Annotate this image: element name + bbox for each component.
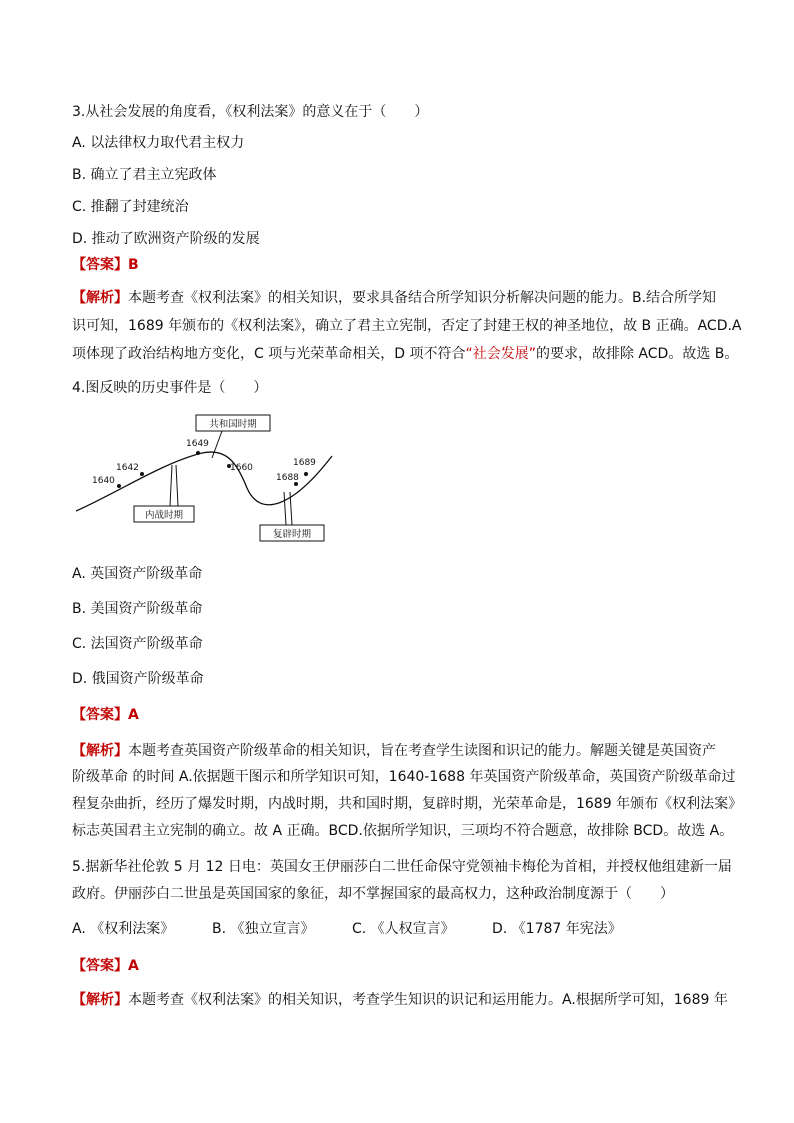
answer-tag: 【答案】: [72, 257, 128, 273]
q4-option-c: C. 法国资产阶级革命: [72, 636, 203, 652]
q4-analysis-line-4: 标志英国君主立宪制的确立。故 A 正确。BCD.依据所学知识，三项均不符合题意，故排除 BCD。故选 A。: [72, 823, 734, 839]
q5-option-b: B. 《独立宣言》: [212, 921, 315, 937]
q5-option-c: C. 《人权宣言》: [352, 921, 455, 937]
q4-analysis-line-3: 程复杂曲折，经历了爆发时期，内战时期，共和国时期，复辟时期，光荣革命是，1689 年颁布《权利法案》: [72, 796, 743, 812]
answer-value: A: [128, 958, 139, 974]
label-1642: 1642: [116, 463, 139, 473]
answer-tag: 【答案】: [72, 707, 128, 723]
q5-option-a: A. 《权利法案》: [72, 921, 175, 937]
label-1660: 1660: [230, 463, 253, 473]
label-1640: 1640: [92, 476, 115, 486]
restoration-pointer: [284, 492, 286, 525]
q5-stem-line-2: 政府。伊丽莎白二世虽是英国国家的象征，却不掌握国家的最高权力，这种政治制度源于（ ）: [72, 886, 674, 902]
label-1689: 1689: [293, 458, 316, 468]
analysis-text: 本题考查英国资产阶级革命的相关知识，旨在考查学生读图和识记的能力。解题关键是英国资产: [128, 743, 716, 759]
q4-option-b: B. 美国资产阶级革命: [72, 601, 203, 617]
q5-option-d: D. 《1787 年宪法》: [492, 921, 622, 937]
analysis-tag: 【解析】: [72, 992, 128, 1008]
answer-value: B: [128, 257, 139, 273]
analysis-text: 的要求，故排除 ACD。故选 B。: [535, 346, 739, 362]
analysis-text: 项体现了政治结构地方变化，C 项与光荣革命相关，D 项不符合: [72, 346, 466, 362]
q4-stem: 4.图反映的历史事件是（ ）: [72, 380, 268, 396]
analysis-text: 本题考查《权利法案》的相关知识，要求具备结合所学知识分析解决问题的能力。B.结合所学知: [128, 290, 717, 306]
q5-analysis-line-1: [72, 990, 728, 1010]
point-1689: [304, 472, 308, 476]
restoration-period-label: 复辟时期: [272, 529, 312, 540]
q5-options-row: [72, 919, 622, 939]
q4-option-a: A. 英国资产阶级革命: [72, 566, 203, 582]
q3-option-c: C. 推翻了封建统治: [72, 199, 189, 215]
answer-tag: 【答案】: [72, 958, 128, 974]
point-1642: [140, 472, 144, 476]
label-1688: 1688: [276, 473, 299, 483]
q4-option-d: D. 俄国资产阶级革命: [72, 671, 204, 687]
q3-option-b: B. 确立了君主立宪政体: [72, 167, 217, 183]
analysis-text: 本题考查《权利法案》的相关知识，考查学生知识的识记和运用能力。A.根据所学可知，1689 年: [128, 992, 728, 1008]
q3-stem: 3.从社会发展的角度看，《权利法案》的意义在于（ ）: [72, 104, 429, 120]
highlighted-phrase: “社会发展”: [465, 346, 536, 362]
point-1649: [196, 451, 200, 455]
analysis-tag: 【解析】: [72, 290, 128, 306]
q5-answer: [72, 956, 139, 976]
q3-option-d: D. 推动了欧洲资产阶级的发展: [72, 231, 260, 247]
civil-war-pointer: [170, 465, 172, 506]
point-1640: [117, 484, 121, 488]
republic-period-label: 共和国时期: [209, 419, 257, 430]
q3-analysis-line-1: [72, 288, 716, 308]
q3-option-a: A. 以法律权力取代君主权力: [72, 135, 245, 151]
q4-history-curve-diagram: [72, 408, 342, 548]
civil-war-period-label: 内战时期: [144, 510, 184, 521]
q3-analysis-line-2: 识可知，1689 年颁布的《权利法案》，确立了君主立宪制，否定了封建王权的神圣地位，故 B 正确。ACD.A: [72, 318, 742, 334]
q3-analysis-line-3: [72, 344, 738, 364]
label-1649: 1649: [186, 439, 209, 449]
q3-answer: [72, 255, 139, 275]
analysis-tag: 【解析】: [72, 743, 128, 759]
q4-answer: [72, 705, 139, 725]
answer-value: A: [128, 707, 139, 723]
q5-stem-line-1: 5.据新华社伦敦 5 月 12 日电：英国女王伊丽莎白二世任命保守党领袖卡梅伦为首相，并授权他组建新一届: [72, 859, 732, 875]
q4-analysis-line-1: [72, 741, 716, 761]
q4-analysis-line-2: 阶级革命 的时间 A.依据题干图示和所学知识可知，1640-1688 年英国资产阶级革命，英国资产阶级革命过: [72, 769, 736, 785]
